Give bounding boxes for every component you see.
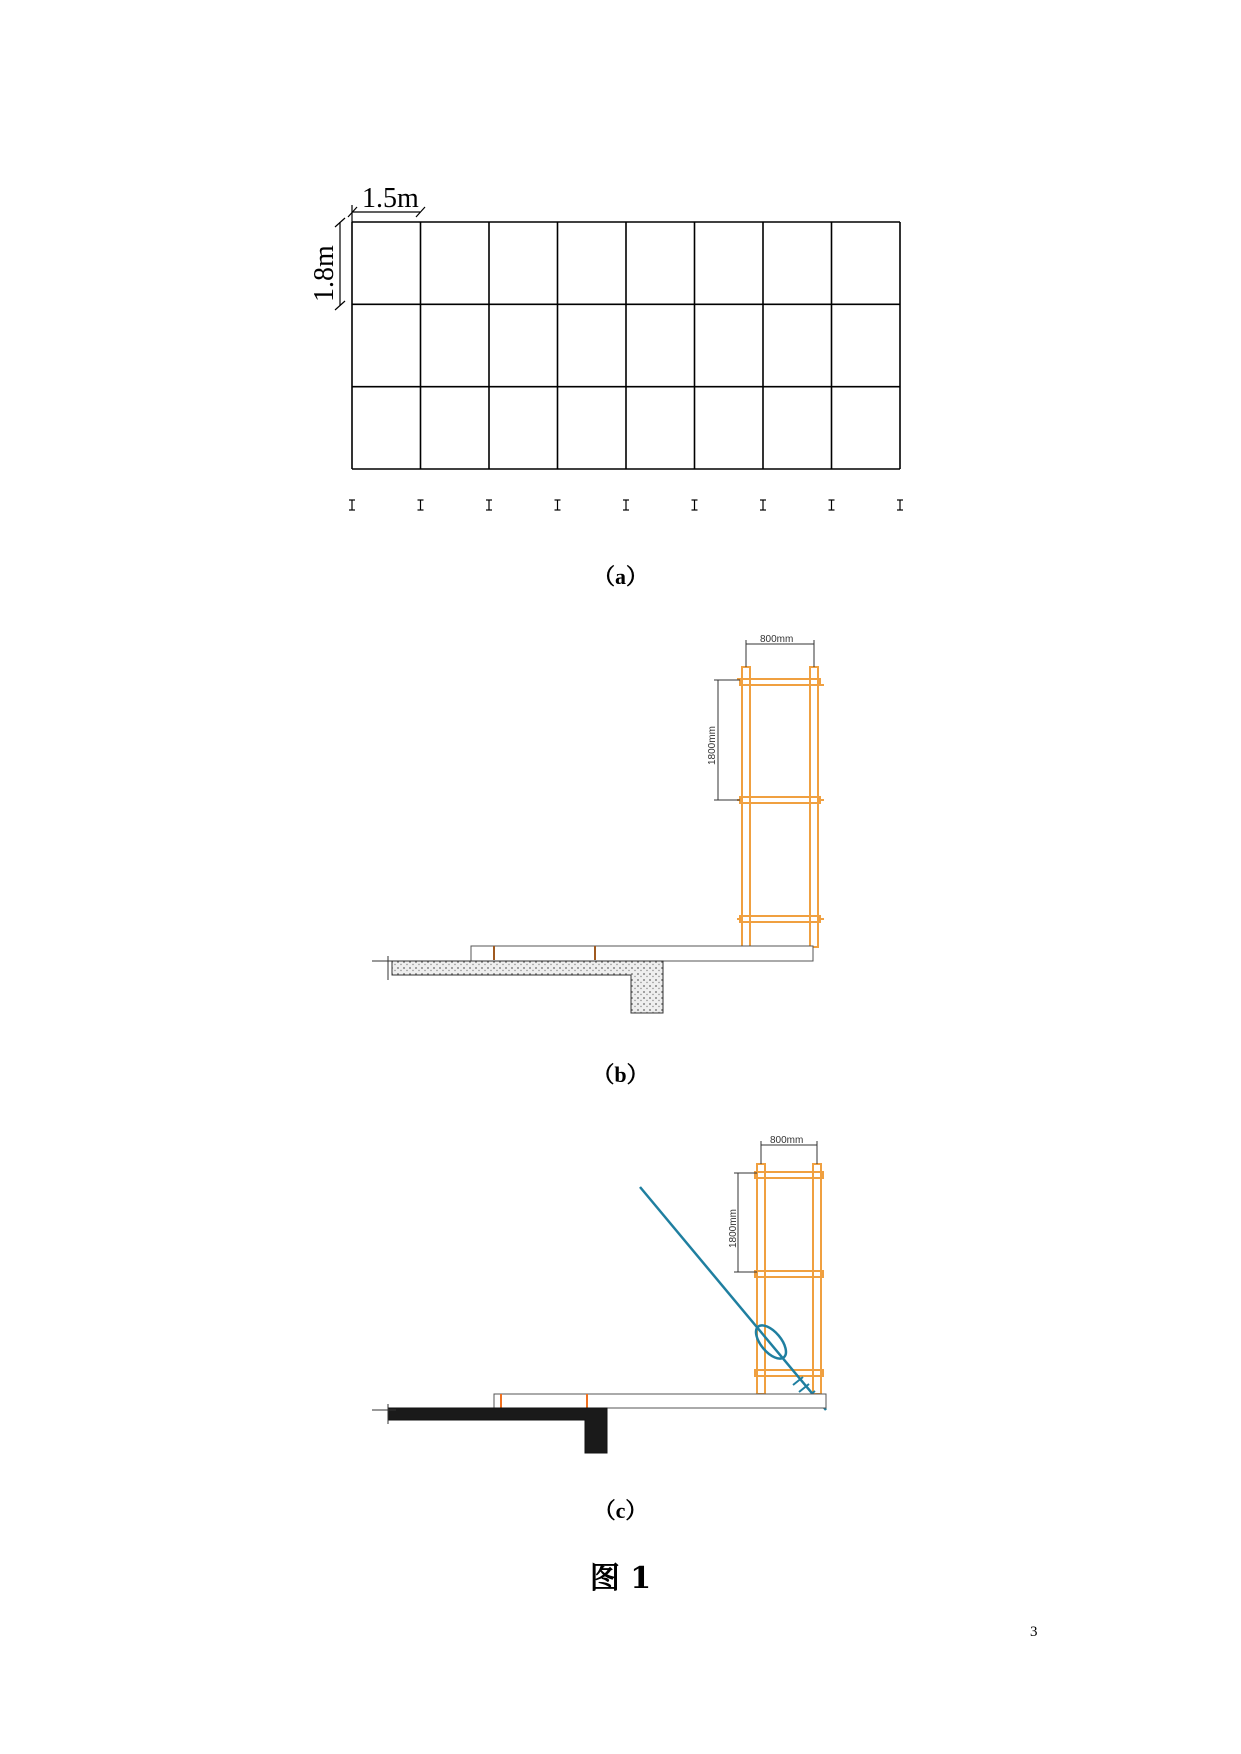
caption-c: （c） xyxy=(593,1498,648,1523)
page-number: 3 xyxy=(1030,1624,1038,1640)
scaffold-frame-c xyxy=(755,1164,823,1394)
plank-c xyxy=(494,1394,826,1408)
dimension-height-b-label: 1800mm xyxy=(707,726,718,765)
dimension-width-c-label: 800mm xyxy=(770,1135,804,1146)
dimension-width-label: 1.5m xyxy=(362,183,419,214)
dimension-height-label: 1.8m xyxy=(309,245,340,302)
caption-a: （a） xyxy=(592,564,648,589)
caption-b: （b） xyxy=(592,1062,649,1087)
dimension-height-c-label: 1800mm xyxy=(728,1209,739,1248)
dimension-width-b-label: 800mm xyxy=(760,634,794,645)
floor-slab-c xyxy=(388,1408,607,1453)
figure-caption: 图 1 xyxy=(589,1561,652,1596)
